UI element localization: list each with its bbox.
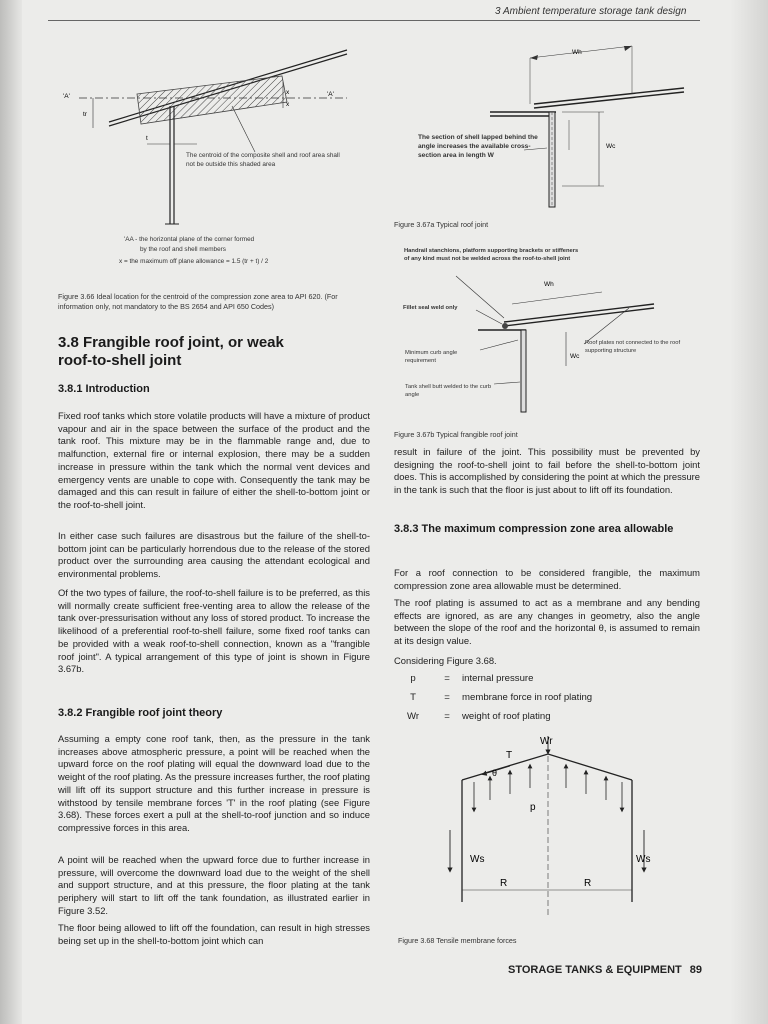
definitions-list <box>394 673 592 730</box>
def-equals: = <box>444 711 450 722</box>
section-3-8-2-heading: 3.8.2 Frangible roof joint theory <box>58 707 223 719</box>
label-tr: tr <box>83 111 87 118</box>
page-number: 89 <box>689 964 703 976</box>
right-paragraph-1: result in failure of the joint. This possibility must be prevented by designing the roof-to-shell joint to fail before the shell-to-bottom joint does. This is accomplished by considering the point at which the pressure in the tank is such that the floor is just about to lift off its foundation. <box>394 446 700 496</box>
fig366-x-note: x = the maximum off plane allowance = 1.5 (tr + t) / 2 <box>119 258 269 265</box>
def-meaning: weight of roof plating <box>462 711 551 722</box>
header-rule <box>48 20 700 21</box>
page-edge-shadow <box>730 0 768 1024</box>
def-meaning: membrane force in roof plating <box>462 692 593 703</box>
running-header: 3 Ambient temperature storage tank design <box>495 6 687 17</box>
label-a-right: 'A' <box>327 91 334 98</box>
label-t-force: T <box>506 750 513 761</box>
fig367a-shell-note: The section of shell lapped behind the angle increases the available cross-section area in length W <box>418 134 538 159</box>
label-ws-right: Ws <box>636 854 651 865</box>
figure-3-67b-caption: Figure 3.67b Typical frangible roof joint <box>394 430 518 439</box>
label-r-left: R <box>500 878 508 889</box>
label-wc: Wc <box>606 143 616 150</box>
fig366-aa-note-2: by the roof and shell members <box>140 246 226 253</box>
theory-paragraph-2: A point will be reached when the upward force due to further increase in pressure, will overcome the downward load due to the weight of the shell and support structure, and at this pressure, the floor plating at the tank periphery will start to lift off the tank foundation, as illustrated earlier in Figure 3.52. <box>58 854 370 916</box>
section-3-8-3-heading: 3.8.3 The maximum compression zone area allowable <box>394 523 674 535</box>
fig367b-handrail-note: Handrail stanchions, platform supporting brackets or stiffeners of any kind must not be welded across the roof-to-shell joint <box>404 248 579 262</box>
section-3-8-heading: 3.8 Frangible roof joint, or weak roof-to-shell joint <box>58 334 284 369</box>
def-symbol: T <box>410 692 416 703</box>
label-theta: θ <box>492 768 498 778</box>
def-symbol: p <box>410 673 416 684</box>
label-x-lower: x <box>286 101 290 108</box>
right-paragraph-2: For a roof connection to be considered frangible, the maximum compression zone area allowable must be determined. <box>394 567 700 591</box>
label-x-upper: x <box>286 89 290 96</box>
page-footer <box>508 964 702 976</box>
intro-paragraph-2: In either case such failures are disastrous but the failure of the shell-to-bottom joint can be particularly horrendous due to the release of the stored product over the surrounding area causing the attendant ecological and environmental problems. <box>58 530 370 580</box>
figure-3-68-caption: Figure 3.68 Tensile membrane forces <box>398 936 517 945</box>
def-symbol: Wr <box>406 711 420 722</box>
label-a-left: 'A' <box>63 93 70 100</box>
fig367b-curb-note: Minimum curb angle requirement <box>405 350 458 364</box>
label-wc-b: Wc <box>570 353 580 360</box>
intro-paragraph-3: Of the two types of failure, the roof-to-shell failure is to be preferred, as this will normally create sufficient free-venting area to allow the release of the tank over-pressurisation without any loss of stored product. To increase the likelihood of a preferential roof-to-shell failure, some fixed roof tanks can be provided with a weak roof-to-shell connection, known as a "frangible roof joint". A typical arrangement of this type of joint is shown in Figure 3.67b. <box>58 587 370 675</box>
label-wr: Wr <box>540 736 553 747</box>
label-wh: Wh <box>572 49 582 56</box>
figure-3-67a-caption: Figure 3.67a Typical roof joint <box>394 220 489 229</box>
label-wh-b: Wh <box>544 281 554 288</box>
label-p: p <box>530 802 536 813</box>
figure-3-67a-drawing <box>394 30 694 220</box>
fig366-aa-note-1: 'AA - the horizontal plane of the corner formed <box>124 236 255 243</box>
definition-row <box>394 673 592 692</box>
label-r-right: R <box>584 878 592 889</box>
label-t: t <box>146 135 148 142</box>
def-equals: = <box>444 673 450 684</box>
def-meaning: internal pressure <box>462 673 534 684</box>
fig367b-roof-plates-note: Roof plates not connected to the roof supporting structure <box>585 340 681 354</box>
fig367b-butt-note: Tank shell butt welded to the curb angle <box>405 384 492 398</box>
figure-3-66-caption: Figure 3.66 Ideal location for the centroid of the compression zone area to API 620. (For information only, not mandatory to the BS 2654 and API 650 Codes) <box>58 292 338 311</box>
figure-3-68-drawing <box>440 730 660 920</box>
footer-title: STORAGE TANKS & EQUIPMENT <box>508 964 682 976</box>
fig366-centroid-note: The centroid of the composite shell and roof area shall not be outside this shaded area <box>186 152 340 168</box>
definition-row <box>394 711 592 730</box>
definition-row <box>394 692 592 711</box>
def-equals: = <box>444 692 450 703</box>
theory-paragraph-1: Assuming a empty cone roof tank, then, as the pressure in the tank increases above atmospheric pressure, a point will be reached when the upward force on the roof plating will equal the downward load due to the weight of the roof plating. As the pressure increases further, the roof plating will lift off its support structure and this further increase in pressure is withstood by tensile membrane forces 'T' in the roof plating (see Figure 3.68). These forces exert a pull at the shell-to-roof junction and so induce compressive forces in this area. <box>58 733 370 833</box>
fig367b-fillet-note: Fillet seal weld only <box>403 305 458 311</box>
theory-paragraph-3: The floor being allowed to lift off the foundation, can result in high stresses being set up in the shell-to-bottom joint which can <box>58 922 370 946</box>
right-paragraph-4: Considering Figure 3.68. <box>394 655 497 666</box>
label-ws-left: Ws <box>470 854 485 865</box>
right-paragraph-3: The roof plating is assumed to act as a membrane and any bending effects are ignored, as are any changes in geometry, also the angle between the slope of the roof and the horizontal θ, is assumed to remain at its design value. <box>394 597 700 647</box>
intro-paragraph-1: Fixed roof tanks which store volatile products will have a mixture of product vapour and air in the space between the surface of the product and the tank roof. This mixture may be in the flammable range and, due to malfunction, external fire or internal explosion, there may be a sudden increase in pressure within the tank which the normal vent devices and emergency vents are unable to cope with. Consequently the tank may be damaged and this can result in failure of either the shell-to-bottom joint or the roof-to-shell joint. <box>58 410 370 510</box>
section-3-8-1-heading: 3.8.1 Introduction <box>58 383 150 395</box>
page-binding-shadow <box>0 0 22 1024</box>
